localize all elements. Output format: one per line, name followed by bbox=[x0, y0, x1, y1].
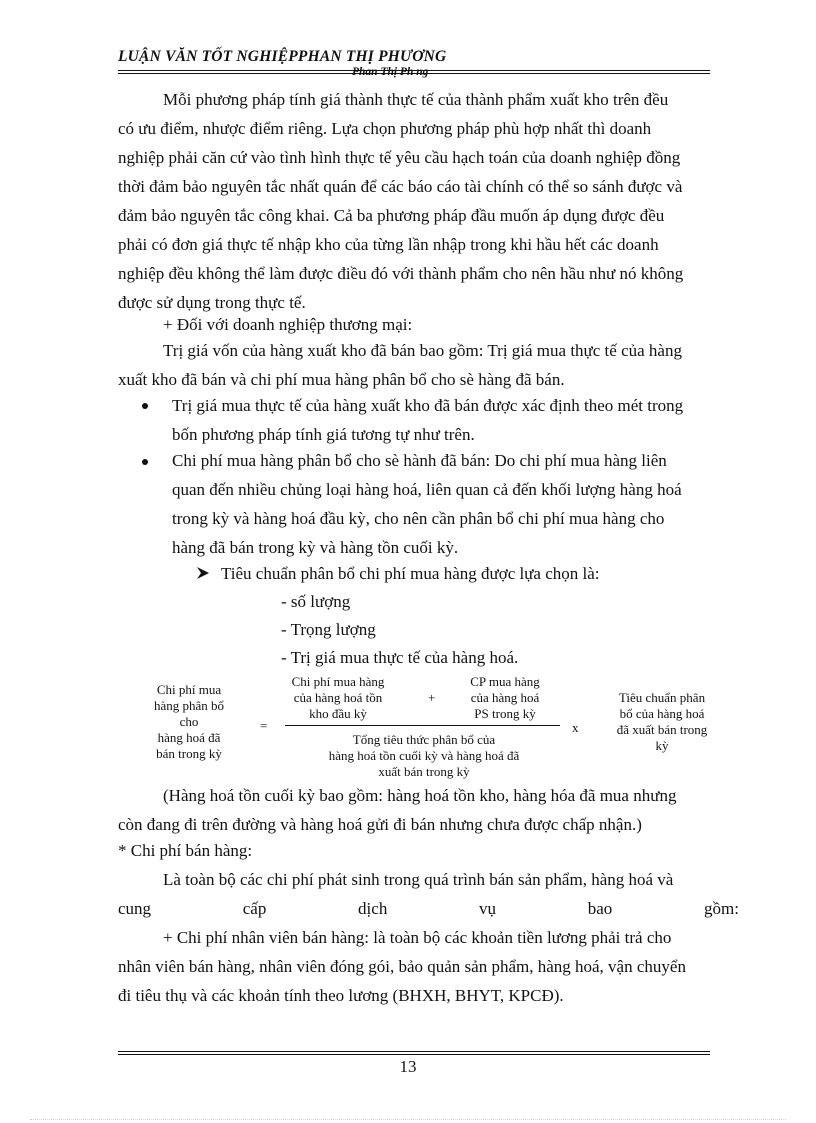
formula-lhs bbox=[138, 682, 240, 762]
text-line: nhân viên bán hàng, nhân viên đóng gói, bảo quản sản phẩm, hàng hoá, vận chuyển bbox=[118, 957, 686, 976]
paragraph-methods bbox=[118, 85, 738, 317]
paragraph-trading bbox=[118, 310, 738, 339]
section-heading: * Chi phí bán hàng: bbox=[118, 841, 253, 860]
bullet-dot-icon bbox=[142, 403, 148, 409]
formula-rhs-line: bổ của hàng hoá bbox=[619, 706, 705, 721]
text-line: có ưu điểm, nhược điểm riêng. Lựa chọn phương pháp phù hợp nhất thì doanh bbox=[118, 119, 652, 138]
word: dịch bbox=[358, 899, 388, 918]
paragraph-note bbox=[118, 781, 738, 839]
text-line: + Chi phí nhân viên bán hàng: là toàn bộ các khoản tiền lương phải trả cho bbox=[163, 928, 672, 947]
arrow-bullet-icon bbox=[196, 566, 210, 585]
text-line: + Đối với doanh nghiệp thương mại: bbox=[163, 315, 413, 334]
text-line: thời đảm bảo nguyên tắc nhất quán để các báo cáo tài chính có thể so sánh được và bbox=[118, 177, 683, 196]
bullet-dot-icon bbox=[142, 459, 148, 465]
footer-rule-bottom bbox=[118, 1054, 710, 1055]
word: gồm: bbox=[703, 899, 739, 918]
formula-lhs-line: hàng phân bổ bbox=[153, 698, 225, 713]
text-line: Chi phí mua hàng phân bổ cho sè hành đã bán: Do chi phí mua hàng liên bbox=[172, 451, 667, 470]
header-title: LUẬN VĂN TỐT NGHIỆPPHAN THỊ PHƯƠNG bbox=[118, 48, 447, 65]
formula-lhs-line: cho bbox=[179, 714, 199, 729]
text-line: bốn phương pháp tính giá tương tự như trên. bbox=[172, 425, 475, 444]
fraction-bar bbox=[285, 725, 560, 726]
word: cấp bbox=[242, 899, 267, 918]
criteria-item-weight: - Trọng lượng bbox=[281, 620, 376, 639]
text-line: nghiệp đều không thể làm được điều đó với thành phẩm cho nên hầu như nó không bbox=[118, 264, 684, 283]
paragraph-cost-of-goods bbox=[118, 336, 738, 394]
text-line: đi tiêu thụ và các khoản tính theo lương (BHXH, BHYT, KPCĐ). bbox=[118, 986, 564, 1005]
formula-lhs-line: hàng hoá đã bbox=[157, 730, 221, 745]
formula-num-line: kho đầu kỳ bbox=[309, 706, 367, 721]
text-line: được sử dụng trong thực tế. bbox=[118, 293, 306, 312]
text-line: còn đang đi trên đường và hàng hoá gửi đi bán nhưng chưa được chấp nhận.) bbox=[118, 815, 642, 834]
formula-den-line: xuất bán trong kỳ bbox=[378, 764, 470, 779]
formula-numerator-period bbox=[448, 674, 562, 722]
text-line: xuất kho đã bán và chi phí mua hàng phân bổ cho sè hàng đã bán. bbox=[118, 370, 565, 389]
text-line: Trị giá mua thực tế của hàng xuất kho đã bán được xác định theo mét trong bbox=[172, 396, 684, 415]
formula-num-line: của hàng hoá tồn bbox=[293, 690, 383, 705]
justified-line bbox=[118, 894, 739, 923]
criteria-item-value: - Trị giá mua thực tế của hàng hoá. bbox=[281, 648, 519, 667]
formula-equals: = bbox=[260, 718, 268, 733]
criteria-heading: Tiêu chuẩn phân bổ chi phí mua hàng được lựa chọn là: bbox=[221, 564, 600, 583]
formula-num-line: của hàng hoá bbox=[470, 690, 540, 705]
paragraph-sales-cost bbox=[118, 836, 738, 1010]
formula-times: x bbox=[572, 720, 579, 735]
text-line: phải có đơn giá thực tế nhập kho của từng lần nhập trong khi hầu hết các doanh bbox=[118, 235, 659, 254]
formula-lhs-line: Chi phí mua bbox=[156, 682, 222, 697]
text-line: Mỗi phương pháp tính giá thành thực tế của thành phẩm xuất kho trên đều bbox=[163, 90, 669, 109]
word: cung bbox=[118, 899, 152, 918]
formula-den-line: Tổng tiêu thức phân bổ của bbox=[352, 732, 496, 747]
word: vụ bbox=[479, 899, 497, 918]
header-subtitle: Phan Thị Ph ng bbox=[352, 66, 429, 78]
footer-rule-top bbox=[118, 1051, 710, 1052]
text-line: hàng đã bán trong kỳ và hàng tồn cuối kỳ. bbox=[172, 538, 459, 557]
text-line: trong kỳ và hàng hoá đầu kỳ, cho nên cần phân bổ chi phí mua hàng cho bbox=[172, 509, 665, 528]
page-number: 13 bbox=[399, 1057, 417, 1076]
bullet-item-purchase-cost bbox=[172, 446, 682, 562]
formula-den-line: hàng hoá tồn cuối kỳ và hàng hoá đã bbox=[328, 748, 520, 763]
formula-num-line: PS trong kỳ bbox=[474, 706, 536, 721]
formula-plus: + bbox=[428, 690, 436, 705]
formula-rhs-line: Tiêu chuẩn phân bbox=[618, 690, 706, 705]
text-line: Là toàn bộ các chi phí phát sinh trong quá trình bán sản phẩm, hàng hoá và bbox=[163, 870, 674, 889]
text-line: quan đến nhiều chủng loại hàng hoá, liên quan cả đến khối lượng hàng hoá bbox=[172, 480, 682, 499]
criteria-item-quantity: - số lượng bbox=[281, 592, 351, 611]
text-line: nghiệp phải căn cứ vào tình hình thực tế yêu cầu hạch toán của doanh nghiệp đồng bbox=[118, 148, 681, 167]
bullet-item-purchase-value bbox=[172, 391, 683, 449]
formula-num-line: Chi phí mua hàng bbox=[291, 674, 385, 689]
formula-num-line: CP mua hàng bbox=[470, 674, 540, 689]
word: bao bbox=[587, 899, 613, 918]
page-edge-divider bbox=[30, 1119, 786, 1120]
text-line: (Hàng hoá tồn cuối kỳ bao gồm: hàng hoá tồn kho, hàng hóa đã mua nhưng bbox=[163, 786, 677, 805]
formula-lhs-line: bán trong kỳ bbox=[156, 746, 222, 761]
formula-numerator-opening bbox=[282, 674, 394, 722]
text-line: Trị giá vốn của hàng xuất kho đã bán bao gồm: Trị giá mua thực tế của hàng bbox=[163, 341, 682, 360]
text-line: đảm bảo nguyên tắc công khai. Cả ba phương pháp đầu muốn áp dụng được đều bbox=[118, 206, 665, 225]
formula-rhs bbox=[600, 690, 724, 754]
formula-rhs-line: kỳ bbox=[655, 738, 669, 753]
formula-denominator bbox=[290, 732, 558, 780]
formula-rhs-line: đã xuất bán trong bbox=[616, 722, 708, 737]
